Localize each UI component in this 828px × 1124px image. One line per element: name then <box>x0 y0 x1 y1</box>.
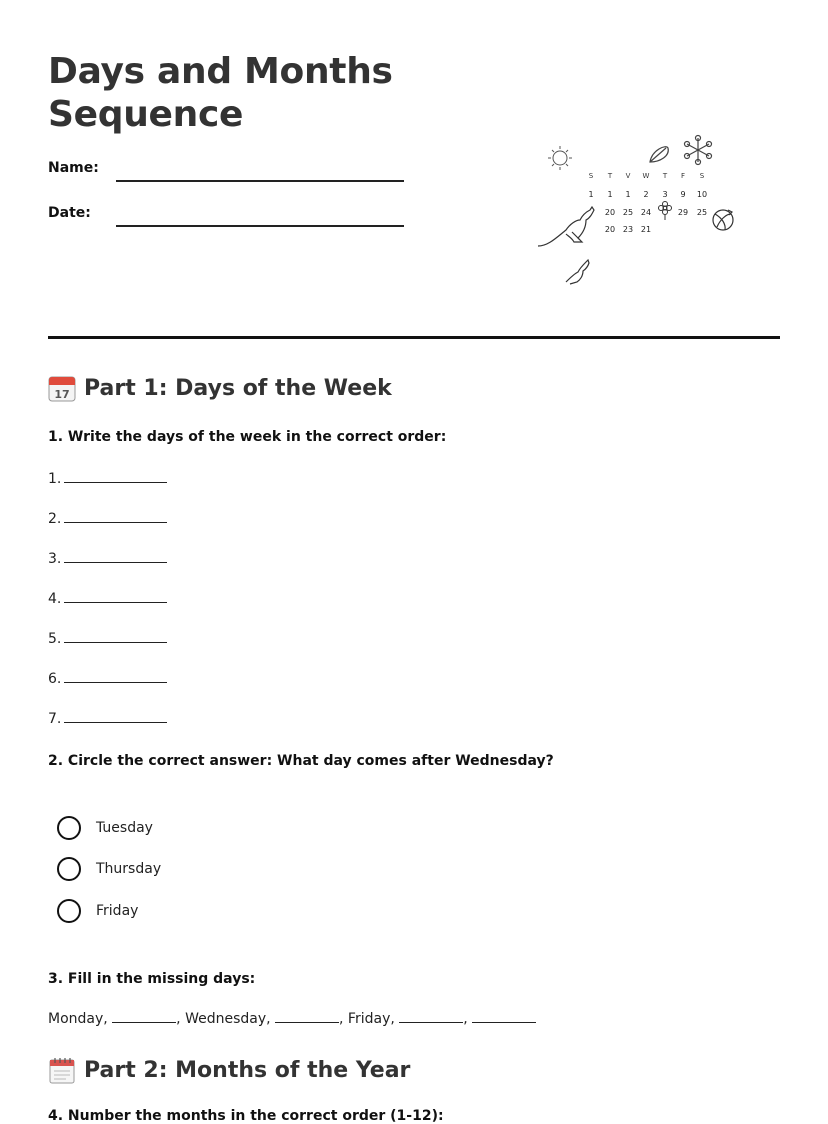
calendar-number: 25 <box>696 208 708 217</box>
weekday-letter: S <box>588 172 594 180</box>
line-number: 3. <box>48 551 62 567</box>
small-kangaroo-icon <box>566 260 589 284</box>
blank-line[interactable] <box>64 630 167 643</box>
option-label: Thursday <box>96 861 162 877</box>
blank-line[interactable] <box>64 590 167 603</box>
answer-line-5[interactable] <box>48 630 167 647</box>
fill-blank-1[interactable] <box>112 1010 176 1023</box>
fill-wednesday: , Wednesday, <box>176 1011 271 1027</box>
fill-comma: , <box>463 1011 468 1027</box>
answer-line-7[interactable] <box>48 710 167 727</box>
calendar-number: 24 <box>640 208 652 217</box>
blank-line[interactable] <box>64 470 167 483</box>
answer-line-4[interactable] <box>48 590 167 607</box>
option-tuesday[interactable] <box>57 816 153 840</box>
calendar-art <box>520 128 780 298</box>
calendar-number: 10 <box>696 190 708 199</box>
title-line-1: Days and Months <box>48 51 393 92</box>
section-divider <box>48 336 780 339</box>
radio-circle-icon[interactable] <box>57 816 81 840</box>
calendar-17-icon <box>48 374 76 402</box>
calendar-number: 21 <box>640 225 652 234</box>
beach-ball-icon <box>713 210 733 230</box>
line-number: 7. <box>48 711 62 727</box>
blank-line[interactable] <box>64 550 167 563</box>
calendar-number: 1 <box>607 190 613 199</box>
date-label: Date: <box>48 205 91 221</box>
question-1: 1. Write the days of the week in the correct order: <box>48 429 447 445</box>
calendar-number: 9 <box>680 190 686 199</box>
weekday-letter: T <box>607 172 613 180</box>
calendar-number: 23 <box>622 225 634 234</box>
answer-line-1[interactable] <box>48 470 167 487</box>
line-number: 5. <box>48 631 62 647</box>
date-field[interactable] <box>116 225 404 227</box>
calendar-number: 20 <box>604 225 616 234</box>
page-title <box>48 50 393 136</box>
blank-line[interactable] <box>64 670 167 683</box>
weekday-letter: S <box>699 172 705 180</box>
kangaroo-icon <box>538 207 594 246</box>
blank-line[interactable] <box>64 710 167 723</box>
flower-icon <box>659 202 672 221</box>
calendar-number: 1 <box>625 190 631 199</box>
part2-heading <box>48 1056 410 1084</box>
radio-circle-icon[interactable] <box>57 899 81 923</box>
fill-monday: Monday, <box>48 1011 108 1027</box>
weekday-letter: T <box>662 172 668 180</box>
calendar-number: 2 <box>643 190 649 199</box>
fill-blank-2[interactable] <box>275 1010 339 1023</box>
name-label: Name: <box>48 160 99 176</box>
title-line-2: Sequence <box>48 94 244 135</box>
svg-text:17: 17 <box>54 388 70 401</box>
calendar-number: 3 <box>662 190 668 199</box>
option-label: Tuesday <box>96 820 153 836</box>
calendar-number: 20 <box>604 208 616 217</box>
fill-blank-3[interactable] <box>399 1010 463 1023</box>
snowflake-icon <box>685 136 712 165</box>
blank-line[interactable] <box>64 510 167 523</box>
weekday-letter: V <box>625 172 631 180</box>
weekday-letters <box>589 172 705 180</box>
calendar-number: 29 <box>677 208 689 217</box>
weekday-letter: W <box>642 172 650 180</box>
part1-heading <box>48 374 392 402</box>
calendar-illustration <box>520 128 780 298</box>
radio-circle-icon[interactable] <box>57 857 81 881</box>
answer-line-6[interactable] <box>48 670 167 687</box>
line-number: 1. <box>48 471 62 487</box>
fill-blank-4[interactable] <box>472 1010 536 1023</box>
line-number: 2. <box>48 511 62 527</box>
calendar-numbers <box>588 190 707 234</box>
line-number: 4. <box>48 591 62 607</box>
weekday-letter: F <box>680 172 686 180</box>
part1-heading-text: Part 1: Days of the Week <box>84 375 392 401</box>
part2-heading-text: Part 2: Months of the Year <box>84 1057 411 1083</box>
sun-icon <box>548 146 572 170</box>
spiral-calendar-icon <box>48 1056 76 1084</box>
question-2: 2. Circle the correct answer: What day comes after Wednesday? <box>48 753 554 769</box>
option-thursday[interactable] <box>57 857 161 881</box>
fill-friday: , Friday, <box>339 1011 395 1027</box>
leaf-icon <box>650 147 668 162</box>
option-label: Friday <box>96 903 139 919</box>
question-3: 3. Fill in the missing days: <box>48 971 256 987</box>
fill-missing-days <box>48 1010 536 1027</box>
answer-line-3[interactable] <box>48 550 167 567</box>
name-field[interactable] <box>116 180 404 182</box>
calendar-number: 25 <box>622 208 634 217</box>
answer-line-2[interactable] <box>48 510 167 527</box>
calendar-number: 1 <box>588 190 594 199</box>
option-friday[interactable] <box>57 899 138 923</box>
line-number: 6. <box>48 671 62 687</box>
question-4: 4. Number the months in the correct order (1-12): <box>48 1108 444 1124</box>
